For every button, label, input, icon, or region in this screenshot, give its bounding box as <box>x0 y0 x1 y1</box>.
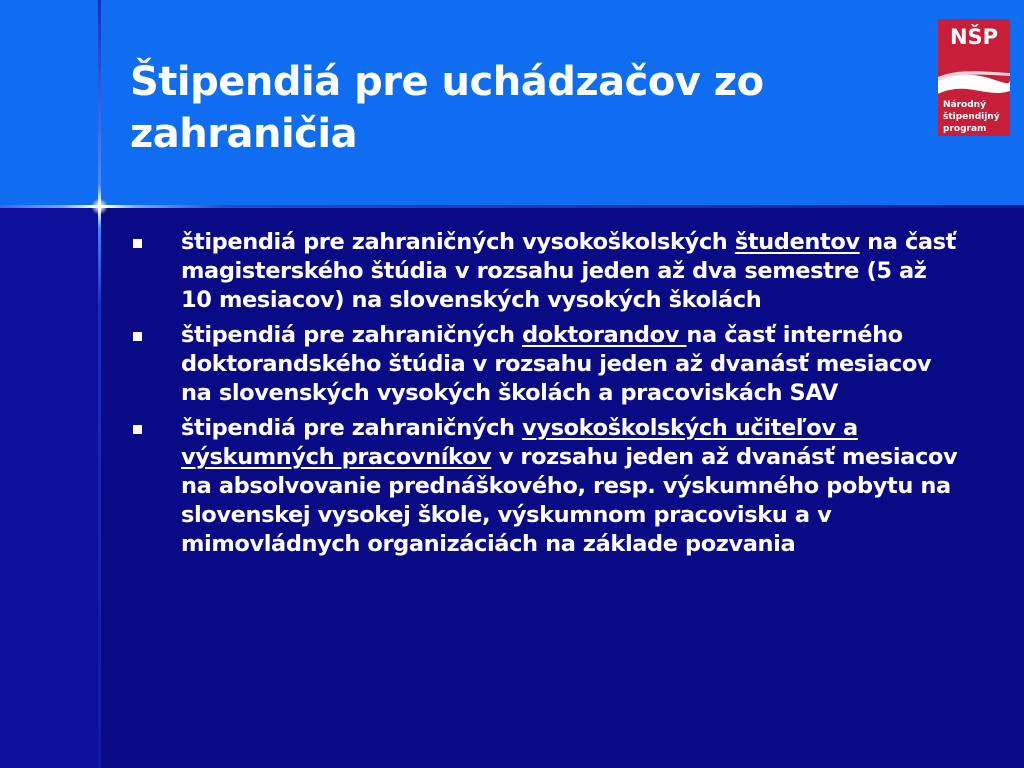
link-ucitelov-pracovnikov[interactable]: vysokoškolských učiteľov a výskumných pracovníkov <box>181 415 858 470</box>
nsp-logo <box>938 19 1010 136</box>
bullet-item <box>130 228 960 315</box>
slide-title-line-2: zahraničia <box>130 111 358 157</box>
horizontal-divider <box>0 205 1024 208</box>
bullet-square-icon <box>133 239 142 248</box>
bullet-item <box>130 321 960 408</box>
bullet-text: štipendiá pre zahraničných <box>181 322 523 348</box>
bullet-square-icon <box>133 332 142 341</box>
link-doktorandov[interactable]: doktorandov <box>522 322 687 348</box>
bullet-item <box>130 414 960 559</box>
vertical-divider <box>98 0 101 768</box>
logo-text-line-2: štipendijný <box>943 112 1000 122</box>
bullet-text: štipendiá pre zahraničných <box>181 415 523 441</box>
bullet-text: na časť interného doktorandského štúdia v rozsahu jeden až dvanásť mesiacov na slovenských vysokých školách a pracoviskách SAV <box>181 322 932 406</box>
logo-text-line-3: program <box>943 124 987 134</box>
link-studentov[interactable]: študentov <box>734 229 860 255</box>
bullet-text: v rozsahu jeden až dvanásť mesiacov na absolvovanie prednáškového, resp. výskumného pobytu na slovenskej vysokej škole, výskumnom pracovisku a v mimovládnych organizáciách na základe pozvania <box>181 444 958 557</box>
bullet-text: na časť magisterského štúdia v rozsahu jeden až dva semestre (5 až 10 mesiacov) na slovenských vysokých školách <box>181 229 957 313</box>
slide-title-line-1: Štipendiá pre uchádzačov zo <box>130 59 764 105</box>
logo-text-line-1: Národný <box>943 100 986 110</box>
bullet-text: štipendiá pre zahraničných vysokoškolských <box>181 229 735 255</box>
logo-wave-icon <box>938 71 1010 99</box>
bullet-list <box>130 228 960 565</box>
slide-title <box>130 56 910 160</box>
logo-mark: NŠP <box>949 25 999 49</box>
bullet-square-icon <box>133 425 142 434</box>
left-strip <box>0 206 98 768</box>
logo-text <box>943 99 1009 135</box>
